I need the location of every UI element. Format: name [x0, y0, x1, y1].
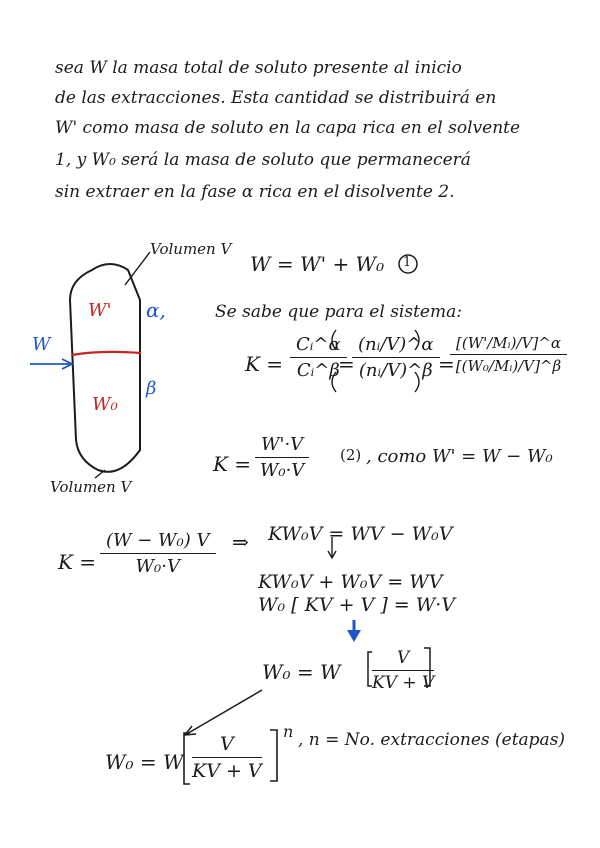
volume-bottom-label: Volumen V — [50, 478, 132, 496]
derivation-step-1: KW₀V = WV − W₀V — [268, 523, 453, 545]
phase-interface-line — [72, 352, 141, 355]
final-fraction-den: KV + V — [192, 760, 262, 782]
equation-1: W = W' + W₀ — [250, 252, 385, 276]
paragraph-line-3: W' como masa de soluto en la capa rica en el solvente — [55, 118, 521, 138]
k3-fraction — [100, 530, 216, 577]
derivation-step-3: W₀ [ KV + V ] = W·V — [258, 594, 456, 616]
equation-2-number: (2) — [340, 446, 362, 464]
top-phase-label: W' — [88, 300, 112, 321]
k-fraction-moles-den: (nᵢ/V)^β — [358, 360, 433, 381]
k2-fraction — [255, 434, 309, 481]
final-fraction — [192, 733, 262, 782]
k3-fraction-num: (W − W₀) V — [100, 530, 216, 554]
volume-top-label: Volumen V — [150, 240, 232, 258]
vessel-outline — [70, 264, 140, 472]
se-sabe-text: Se sabe que para el sistema: — [215, 302, 462, 322]
equation-1-number: 1 — [403, 255, 412, 270]
extractions-note: , n = No. extracciones (etapas) — [298, 730, 566, 750]
k-fraction-concentration-num: Cᵢ^α — [290, 334, 347, 358]
derivation-step-2: KW₀V + W₀V = WV — [258, 571, 443, 593]
step4-fraction-num: V — [372, 648, 434, 671]
k-fraction-moles — [352, 334, 440, 381]
k-fraction-mass — [450, 334, 567, 375]
paragraph-line-4: 1, y W₀ será la masa de soluto que permanecerá — [55, 150, 471, 170]
k-fraction-concentration-den: Cᵢ^β — [296, 360, 340, 381]
alpha-phase-label: α, — [146, 298, 166, 322]
k2-fraction-den: W₀·V — [259, 460, 305, 481]
k-lhs: K = — [245, 352, 284, 376]
k-fraction-moles-num: (nᵢ/V)^α — [352, 334, 440, 358]
step4-lhs: W₀ = W — [262, 660, 341, 684]
input-mass-label: W — [32, 334, 51, 355]
como-substitution: , como W' = W − W₀ — [366, 446, 553, 467]
final-exponent: n — [283, 722, 294, 741]
final-fraction-num: V — [192, 733, 262, 758]
k3-fraction-den: W₀·V — [135, 556, 180, 577]
k2-fraction-num: W'·V — [255, 434, 309, 458]
k3-lhs: K = — [58, 550, 97, 574]
beta-phase-label: β — [146, 378, 157, 399]
final-lhs: W₀ = W — [105, 750, 184, 774]
paragraph-line-5: sin extraer en la fase α rica en el disolvente 2. — [55, 182, 455, 202]
k-fraction-mass-den: [(W₀/Mᵢ)/V]^β — [455, 357, 562, 375]
step4-fraction — [372, 648, 434, 693]
paragraph-line-1: sea W la masa total de soluto presente al inicio — [55, 58, 462, 78]
k-fraction-mass-num: [(W'/Mᵢ)/V]^α — [450, 334, 567, 355]
implies-arrow: ⇒ — [232, 530, 249, 554]
bottom-phase-label: W₀ — [92, 394, 118, 415]
k2-lhs: K = — [213, 452, 252, 476]
step4-fraction-den: KV + V — [372, 673, 435, 693]
volume-top-pointer — [125, 252, 150, 285]
paragraph-line-2: de las extracciones. Esta cantidad se distribuirá en — [55, 88, 497, 108]
